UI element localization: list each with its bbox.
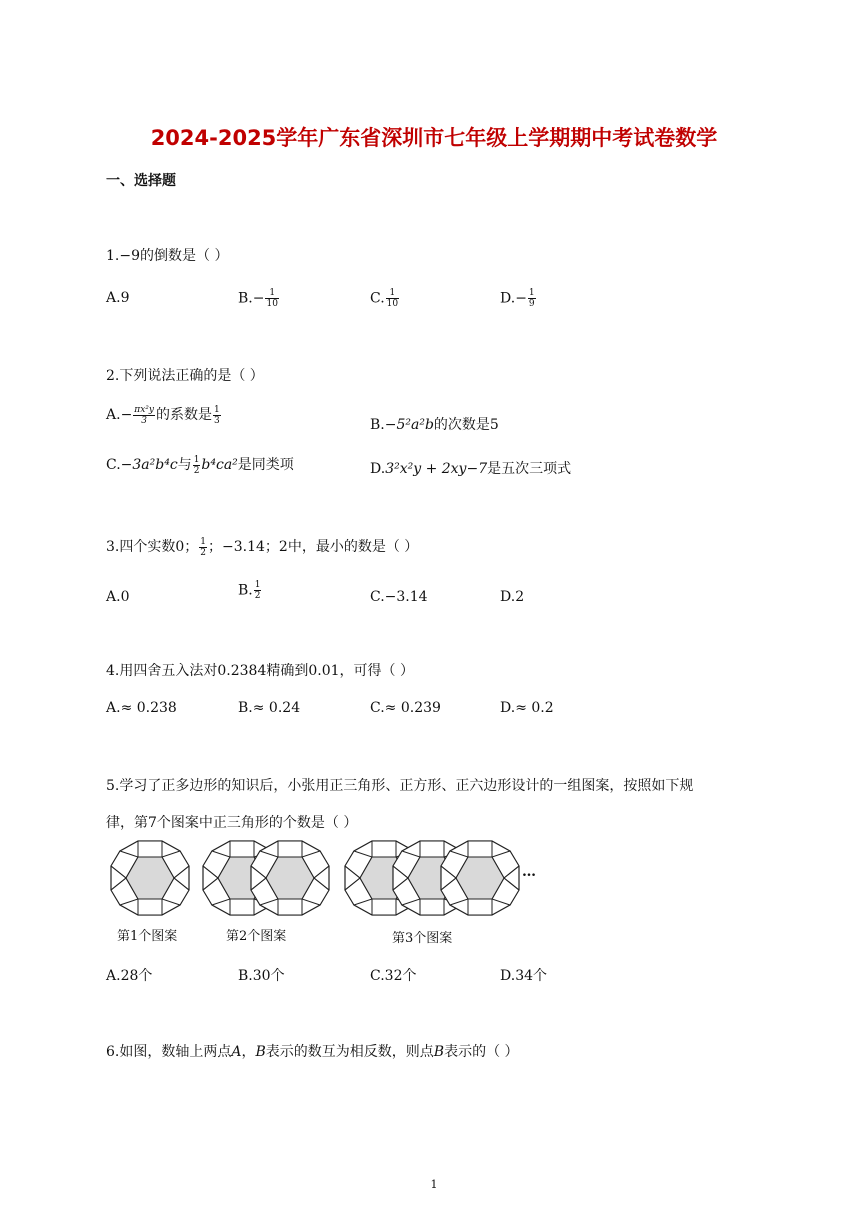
q3-option-d[interactable]: D.2 (500, 589, 525, 605)
section-heading: 一、选择题 (106, 173, 176, 189)
q2-option-b[interactable]: B.−5²a²b的次数是5 (370, 417, 499, 433)
q3-option-b[interactable]: B. $\frac{1}{2}$ (238, 580, 261, 601)
figure-2-caption: 第2个图案 (226, 929, 287, 944)
fraction: $\frac{1}{9}$ (528, 288, 535, 309)
q1-option-c[interactable]: C. $\frac{1}{10}$ (370, 288, 399, 309)
pattern-ellipsis: … (522, 864, 536, 880)
figure-1-caption: 第1个图案 (117, 929, 178, 944)
q1-option-d[interactable]: D.− $\frac{1}{9}$ (500, 288, 535, 309)
question-3: 3.四个实数0； $\frac{1}{2}$ ；−3.14；2中，最小的数是（ ） (106, 536, 419, 558)
q2-option-a[interactable]: A.− $\frac{\text{πx²y}}{3}$ 的系数是 $\frac{1}{3}$ (106, 404, 220, 426)
q5-option-d[interactable]: D.34个 (500, 968, 548, 984)
page-number: 1 (430, 1178, 438, 1191)
q2-option-d[interactable]: D.3²x²y + 2xy−7是五次三项式 (370, 461, 572, 477)
fraction: $\frac{\text{πx²y}}{3}$ (134, 404, 154, 426)
question-2: 2.下列说法正确的是（ ） (106, 368, 264, 384)
fraction: $\frac{1}{2}$ (193, 454, 200, 476)
q4-option-c[interactable]: C.≈ 0.239 (370, 700, 441, 716)
q2-option-c[interactable]: C.−3a²b⁴c与 $\frac{1}{2}$ b⁴ca²是同类项 (106, 454, 294, 476)
q4-option-a[interactable]: A.≈ 0.238 (106, 700, 177, 716)
q3-option-a[interactable]: A.0 (106, 589, 130, 605)
document-title: 2024-2025学年广东省深圳市七年级上学期期中考试卷数学 (150, 126, 718, 150)
fraction: $\frac{1}{10}$ (266, 288, 278, 309)
pattern-figures (110, 838, 540, 918)
question-6: 6.如图，数轴上两点A，B表示的数互为相反数，则点B表示的（ ） (106, 1044, 519, 1060)
question-4: 4.用四舍五入法对0.2384精确到0.01，可得（ ） (106, 663, 414, 679)
q5-option-a[interactable]: A.28个 (106, 968, 153, 984)
q5-option-b[interactable]: B.30个 (238, 968, 285, 984)
q1-option-b[interactable]: B.− $\frac{1}{10}$ (238, 288, 278, 309)
figure-2 (203, 841, 329, 915)
question-5-line-2: 律，第7个图案中正三角形的个数是（ ） (106, 815, 358, 831)
question-5-line-1: 5.学习了正多边形的知识后，小张用正三角形、正方形、正六边形设计的一组图案，按照如下规 (106, 778, 694, 794)
fraction: $\frac{1}{2}$ (254, 580, 261, 601)
question-1: 1.−9的倒数是（ ） (106, 248, 229, 264)
figure-1 (111, 841, 189, 915)
figure-3-caption: 第3个图案 (392, 931, 453, 946)
fraction: $\frac{1}{2}$ (200, 536, 207, 558)
figure-3 (345, 841, 519, 915)
fraction: $\frac{1}{10}$ (386, 288, 399, 309)
q1-expr: −9 (119, 248, 140, 264)
q1-option-a[interactable]: A.9 (106, 290, 130, 306)
q3-option-c[interactable]: C.−3.14 (370, 589, 428, 605)
q5-option-c[interactable]: C.32个 (370, 968, 417, 984)
q4-option-b[interactable]: B.≈ 0.24 (238, 700, 301, 716)
fraction: $\frac{1}{3}$ (213, 404, 220, 426)
q4-option-d[interactable]: D.≈ 0.2 (500, 700, 554, 716)
